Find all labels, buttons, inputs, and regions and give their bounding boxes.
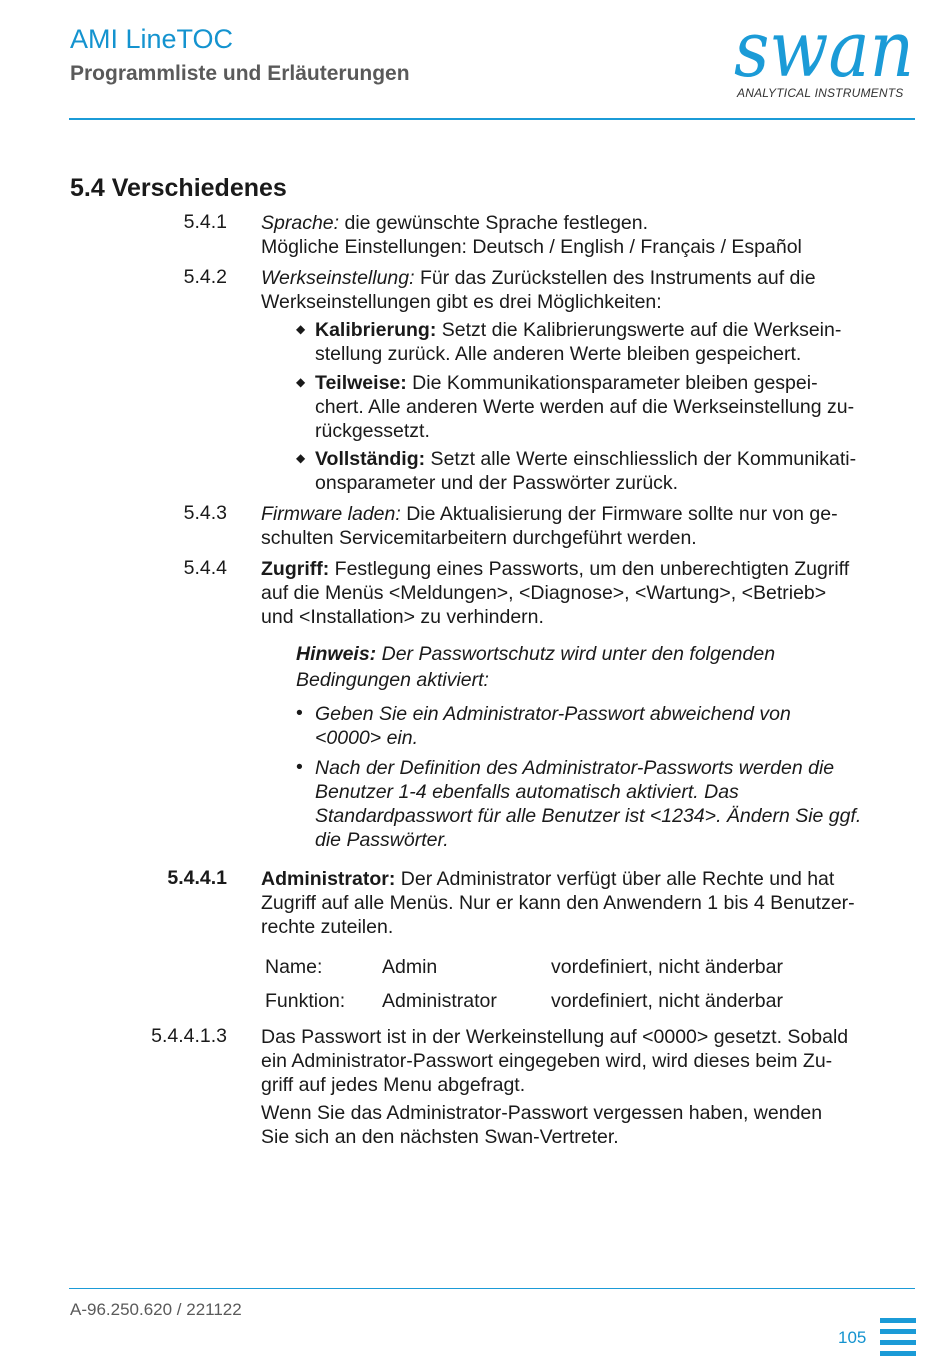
note-list-item <box>315 702 915 750</box>
item-5-4-2 <box>261 266 911 314</box>
item-text: und <Installation> zu verhindern. <box>261 606 544 628</box>
diamond-bullet-icon: ◆ <box>296 451 306 465</box>
document-subtitle: Programmliste und Erläuterungen <box>70 62 410 85</box>
stripe <box>880 1340 916 1345</box>
list-item-term: Kalibrierung: <box>315 319 437 341</box>
note-list-item <box>315 756 915 852</box>
diamond-bullet-icon: ◆ <box>296 375 306 389</box>
stripe <box>880 1329 916 1334</box>
list-item <box>315 447 915 495</box>
section-heading: 5.4 Verschiedenes <box>70 174 287 202</box>
item-text: Festlegung eines Passworts, um den unberechtigten Zugriff <box>329 558 850 580</box>
table-cell: Admin <box>382 956 438 978</box>
logo-caption: ANALYTICAL INSTRUMENTS <box>737 86 904 100</box>
list-item-term: Teilweise: <box>315 372 407 394</box>
table-cell: Administrator <box>382 990 497 1012</box>
list-item-text: rückgessetzt. <box>315 420 430 442</box>
item-lead: Sprache: <box>261 212 340 234</box>
table-cell: vordefiniert, nicht änderbar <box>551 956 783 978</box>
item-5-4-1 <box>261 211 911 259</box>
note-lead: Hinweis: <box>296 643 377 665</box>
note-list-text: Standardpasswort für alle Benutzer ist <1234>. Ändern Sie ggf. <box>315 805 862 827</box>
item-text: Die Aktualisierung der Firmware sollte nur von ge- <box>400 503 838 525</box>
item-5-4-4 <box>261 557 911 629</box>
item-number: 5.4.4.1 <box>167 867 227 889</box>
item-number: 5.4.2 <box>183 266 227 288</box>
svg-text:swan: swan <box>734 14 914 95</box>
note-text: Bedingungen aktiviert: <box>296 669 489 691</box>
item-text: Mögliche Einstellungen: Deutsch / English / Français / Español <box>261 236 802 258</box>
item-text: ein Administrator-Passwort eingegeben wird, wird dieses beim Zu- <box>261 1050 833 1072</box>
item-text: die gewünschte Sprache festlegen. <box>339 212 649 234</box>
item-5-4-4-1-3 <box>261 1025 911 1149</box>
item-text: Sie sich an den nächsten Swan-Vertreter. <box>261 1126 619 1148</box>
note-list-text: Geben Sie ein Administrator-Passwort abweichend von <box>315 703 791 725</box>
stripe <box>880 1351 916 1356</box>
bullet-dot-icon: • <box>296 702 303 724</box>
item-lead: Firmware laden: <box>261 503 401 525</box>
table-cell: vordefiniert, nicht änderbar <box>551 990 783 1012</box>
diamond-bullet-icon: ◆ <box>296 322 306 336</box>
item-number: 5.4.4 <box>183 557 227 579</box>
item-lead: Werkseinstellung: <box>261 267 415 289</box>
item-number: 5.4.3 <box>183 502 227 524</box>
footer-divider <box>69 1288 915 1289</box>
item-5-4-4-1 <box>261 867 911 939</box>
header-divider <box>69 118 915 120</box>
item-text: Werkseinstellungen gibt es drei Möglichkeiten: <box>261 291 662 313</box>
list-item-text: Setzt alle Werte einschliesslich der Kommunikati- <box>425 448 857 470</box>
list-item-term: Vollständig: <box>315 448 426 470</box>
item-text: Das Passwort ist in der Werkeinstellung auf <0000> gesetzt. Sobald <box>261 1026 849 1048</box>
document-title: AMI LineTOC <box>70 24 234 54</box>
list-item <box>315 318 915 366</box>
document-number: A-96.250.620 / 221122 <box>70 1300 242 1319</box>
table-cell: Name: <box>265 956 323 978</box>
item-text: griff auf jedes Menu abgefragt. <box>261 1074 526 1096</box>
item-text: Für das Zurückstellen des Instruments auf die <box>414 267 816 289</box>
list-item-text: onsparameter und der Passwörter zurück. <box>315 472 679 494</box>
note-text: Der Passwortschutz wird unter den folgenden <box>376 643 776 665</box>
note-list-text: <0000> ein. <box>315 727 419 749</box>
item-number: 5.4.4.1.3 <box>151 1025 227 1047</box>
item-text: rechte zuteilen. <box>261 916 394 938</box>
list-item-text: Setzt die Kalibrierungswerte auf die Werksein- <box>436 319 842 341</box>
item-text: Zugriff auf alle Menüs. Nur er kann den Anwendern 1 bis 4 Benutzer- <box>261 892 855 914</box>
page-number: 105 <box>838 1328 867 1347</box>
bullet-dot-icon: • <box>296 756 303 778</box>
list-item-text: chert. Alle anderen Werte werden auf die Werkseinstellung zu- <box>315 396 855 418</box>
item-text: Wenn Sie das Administrator-Passwort vergessen haben, wenden <box>261 1102 823 1124</box>
stripe <box>880 1318 916 1323</box>
item-text: schulten Servicemitarbeitern durchgeführt werden. <box>261 527 697 549</box>
list-item-text: stellung zurück. Alle anderen Werte bleiben gespeichert. <box>315 343 802 365</box>
item-text: Der Administrator verfügt über alle Rechte und hat <box>395 868 835 890</box>
item-text: auf die Menüs <Meldungen>, <Diagnose>, <Wartung>, <Betrieb> <box>261 582 827 604</box>
note <box>296 641 896 693</box>
item-lead: Administrator: <box>261 868 396 890</box>
table-cell: Funktion: <box>265 990 346 1012</box>
list-item <box>315 371 915 443</box>
item-5-4-3 <box>261 502 911 550</box>
list-item-text: Die Kommunikationsparameter bleiben gespei- <box>406 372 818 394</box>
note-list-text: Nach der Definition des Administrator-Passworts werden die <box>315 757 835 779</box>
note-list-text: Benutzer 1-4 ebenfalls automatisch aktiviert. Das <box>315 781 739 803</box>
item-lead: Zugriff: <box>261 558 330 580</box>
item-number: 5.4.1 <box>183 211 227 233</box>
note-list-text: die Passwörter. <box>315 829 449 851</box>
